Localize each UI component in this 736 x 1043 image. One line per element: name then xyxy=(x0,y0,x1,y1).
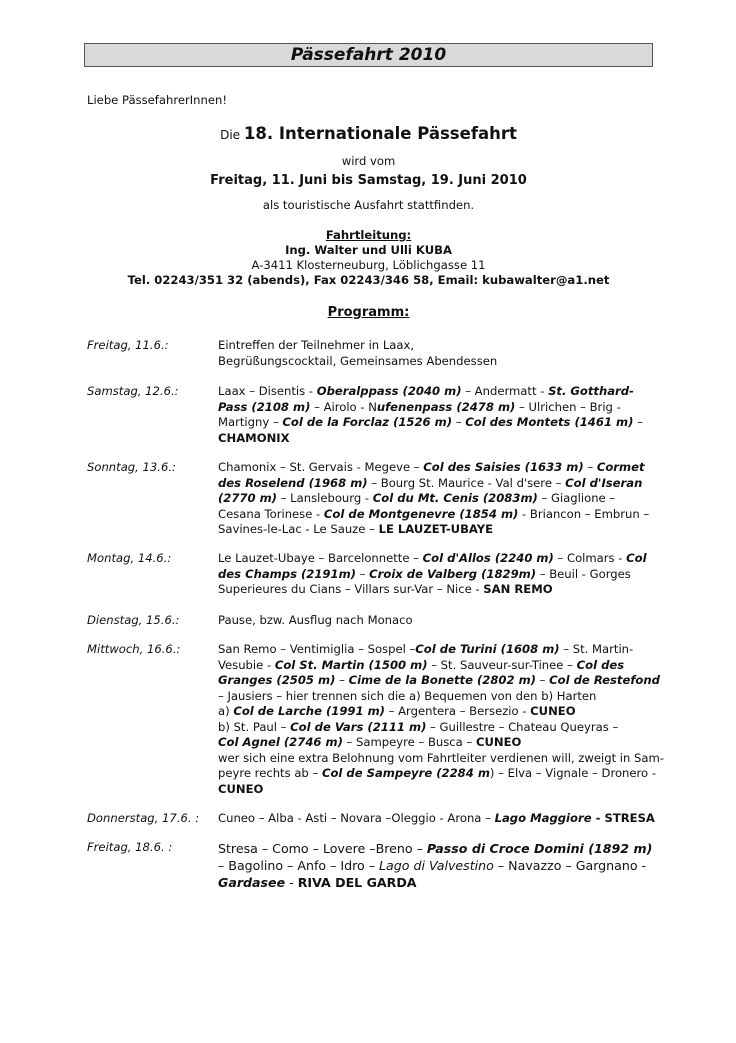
route-text: – Andermatt - xyxy=(461,384,549,398)
route-text: – Giaglione – xyxy=(537,491,616,505)
pass-name: Col des xyxy=(576,657,625,672)
pass-name: Col d'Iseran xyxy=(565,475,643,490)
itinerary-line xyxy=(218,840,653,857)
route-text: Stresa – Como – Lovere –Breno – xyxy=(218,841,427,856)
route-text: – xyxy=(355,566,370,581)
pass-name: Oberalppass (2040 m) xyxy=(316,384,462,398)
route-text: – xyxy=(452,415,466,429)
pass-name: Col de Sampeyre (2284 m xyxy=(321,766,490,780)
day-itinerary xyxy=(218,338,648,369)
itinerary-line xyxy=(218,857,648,874)
route-text: – xyxy=(583,460,597,474)
itinerary-line xyxy=(218,689,648,705)
pass-name: Croix de Valberg (1829m) xyxy=(369,566,537,581)
day-itinerary xyxy=(218,613,648,629)
itinerary-line xyxy=(218,750,665,767)
route-text: Begrüßungscocktail, Gemeinsames Abendessen xyxy=(218,353,498,368)
route-text: a) xyxy=(218,704,234,718)
itinerary-line xyxy=(218,811,655,827)
intro-tour: als touristische Ausfahrt stattfinden. xyxy=(262,198,475,212)
route-text: Laax – Disentis - xyxy=(218,384,317,398)
itinerary-line xyxy=(218,658,648,674)
route-text: Chamonix – St. Gervais - Megeve – xyxy=(218,460,424,474)
route-text: San Remo – Ventimiglia – Sospel – xyxy=(218,642,416,656)
programm-heading: Programm: xyxy=(327,305,410,320)
pass-name: Col des Montets (1461 m) xyxy=(465,415,634,429)
pass-name: Col du Mt. Cenis (2083m) xyxy=(372,491,538,505)
intro-wird: wird vom xyxy=(341,154,396,168)
route-text: – xyxy=(633,415,643,429)
itinerary-line xyxy=(218,874,648,891)
greeting: Liebe PässefahrerInnen! xyxy=(87,93,227,107)
route-text: Vesubie - xyxy=(218,657,275,672)
route-text: Cesana Torinese - xyxy=(218,506,324,521)
pass-name: Gardasee xyxy=(218,875,286,890)
itinerary-line xyxy=(218,567,648,583)
route-text: – Colmars - xyxy=(553,551,627,565)
day-itinerary xyxy=(218,460,648,538)
pass-name: Col St. Martin (1500 m) xyxy=(274,657,428,672)
pass-name: des Roselend (1968 m) xyxy=(218,475,368,490)
route-text: Savines-le-Lac - Le Sauze – xyxy=(218,522,379,536)
day-itinerary xyxy=(218,840,653,891)
route-text: – Beuil - Gorges xyxy=(536,566,631,581)
destination: CHAMONIX xyxy=(218,430,290,445)
route-text: – St. Martin- xyxy=(559,642,634,656)
day-itinerary xyxy=(218,811,655,827)
route-text: – Guillestre – Chateau Queyras – xyxy=(426,719,619,734)
day-label: Freitag, 11.6.: xyxy=(87,338,169,352)
pass-name: (2770 m) xyxy=(218,491,277,505)
itinerary-line xyxy=(218,613,648,629)
destination: CUNEO xyxy=(530,704,576,718)
route-text: – Ulrichen – Brig - xyxy=(515,399,621,414)
itinerary-line xyxy=(218,507,648,523)
pass-name: Granges (2505 m) xyxy=(218,673,336,687)
itinerary-line xyxy=(218,720,648,736)
itinerary-line xyxy=(218,782,648,798)
itinerary-line xyxy=(218,415,648,431)
route-text: wer sich eine extra Belohnung vom Fahrtleiter verdienen will, zweigt in Sam- xyxy=(218,750,665,765)
route-text: – Sampeyre – Busca – xyxy=(342,735,476,749)
route-text: - xyxy=(285,875,298,890)
destination: SAN REMO xyxy=(483,582,553,596)
day-itinerary xyxy=(218,642,665,797)
pass-name: Cormet xyxy=(596,460,645,474)
destination: - STRESA xyxy=(591,811,655,825)
pass-name: Col de Vars (2111 m) xyxy=(290,719,427,734)
destination: RIVA DEL GARDA xyxy=(297,875,417,890)
day-itinerary xyxy=(218,384,648,446)
pass-name: Col Agnel (2746 m) xyxy=(218,735,343,749)
page-title: Pässefahrt 2010 xyxy=(84,43,653,67)
route-text: Martigny – xyxy=(218,415,283,429)
pass-name: Col des Saisies (1633 m) xyxy=(423,460,584,474)
route-text: Eintreffen der Teilnehmer in Laax, xyxy=(218,338,415,352)
route-text: - Briancon – Embrun – xyxy=(518,506,650,521)
itinerary-line xyxy=(218,766,657,782)
intro-event-name: 18. Internationale Pässefahrt xyxy=(243,124,517,143)
pass-name: Col de Restefond xyxy=(549,673,660,687)
day-label: Donnerstag, 17.6. : xyxy=(87,811,200,825)
itinerary-line xyxy=(218,354,648,370)
intro-pre: Die xyxy=(220,128,241,142)
pass-name: Pass (2108 m) xyxy=(218,399,311,414)
day-label: Montag, 14.6.: xyxy=(87,551,172,565)
route-text: Le Lauzet-Ubaye – Barcelonnette – xyxy=(218,551,423,565)
itinerary-line xyxy=(218,522,648,538)
pass-name: Passo di Croce Domini (1892 m) xyxy=(426,841,653,856)
itinerary-line xyxy=(218,673,660,689)
pass-name: St. Gotthard- xyxy=(548,384,634,398)
route-text: – Navazzo – Gargnano - xyxy=(493,858,647,873)
pass-name: Col de Montgenevre (1854 m) xyxy=(323,506,519,521)
route-text: – xyxy=(335,673,349,687)
day-label: Mittwoch, 16.6.: xyxy=(87,642,181,656)
destination: CUNEO xyxy=(475,735,522,749)
itinerary-line xyxy=(218,491,648,507)
day-label: Sonntag, 13.6.: xyxy=(87,460,176,474)
route-text: ) – Elva – Vignale – Dronero - xyxy=(489,766,657,780)
destination: LE LAUZET-UBAYE xyxy=(378,522,494,536)
pass-name: Col de Larche (1991 m) xyxy=(233,704,385,718)
event-dates: Freitag, 11. Juni bis Samstag, 19. Juni 2010 xyxy=(210,173,527,188)
pass-name: Lago Maggiore xyxy=(494,811,592,825)
itinerary-line xyxy=(218,460,648,476)
itinerary-line xyxy=(218,400,648,416)
pass-name: des Champs (2191m) xyxy=(218,566,356,581)
itinerary-line xyxy=(218,704,648,720)
route-text: – St. Sauveur-sur-Tinee – xyxy=(427,657,577,672)
day-label: Samstag, 12.6.: xyxy=(87,384,179,398)
itinerary-line xyxy=(218,582,648,598)
route-text: – Jausiers – hier trennen sich die a) Bequemen von den b) Harten xyxy=(218,688,597,703)
pass-name: Col xyxy=(626,551,647,565)
route-text: – Argentera – Bersezio - xyxy=(384,704,531,718)
route-text: b) St. Paul – xyxy=(218,719,291,734)
itinerary-line xyxy=(218,431,648,447)
fahrtleitung-names: Ing. Walter und Ulli KUBA xyxy=(285,243,452,257)
route-text: – xyxy=(535,673,550,687)
route-text: Pause, bzw. Ausflug nach Monaco xyxy=(218,613,413,627)
pass-name: Cime de la Bonette (2802 m) xyxy=(348,673,536,687)
pass-name: Col de Turini (1608 m) xyxy=(415,642,560,656)
route-text: – Bagolino – Anfo – Idro – xyxy=(218,858,380,873)
pass-name: Col de la Forclaz (1526 m) xyxy=(282,415,453,429)
intro-line xyxy=(84,124,653,143)
route-text: – Airolo - N xyxy=(310,399,377,414)
itinerary-line xyxy=(218,338,648,354)
route-text: peyre rechts ab – xyxy=(218,766,322,780)
fahrtleitung-contact: Tel. 02243/351 32 (abends), Fax 02243/346 58, Email: kubawalter@a1.net xyxy=(127,273,610,287)
route-text: – Lanslebourg - xyxy=(276,491,373,505)
day-label: Freitag, 18.6. : xyxy=(87,840,173,854)
itinerary-line xyxy=(218,384,648,400)
route-text: Cuneo – Alba - Asti – Novara –Oleggio - Arona – xyxy=(218,811,495,825)
day-label: Dienstag, 15.6.: xyxy=(87,613,180,627)
itinerary-line xyxy=(218,735,648,751)
route-text-italic: Lago di Valvestino xyxy=(379,858,494,873)
day-itinerary xyxy=(218,551,648,598)
fahrtleitung-address: A-3411 Klosterneuburg, Löblichgasse 11 xyxy=(251,258,486,272)
route-text: – Bourg St. Maurice - Val d'sere – xyxy=(367,475,566,490)
route-text: Superieures du Cians – Villars sur-Var – Nice - xyxy=(218,582,484,596)
pass-name: Col d'Allos (2240 m) xyxy=(422,551,554,565)
pass-name: ufenenpass (2478 m) xyxy=(376,399,516,414)
itinerary-line xyxy=(218,551,648,567)
itinerary-line xyxy=(218,642,648,658)
itinerary-line xyxy=(218,476,648,492)
destination: CUNEO xyxy=(218,781,264,796)
fahrtleitung-heading: Fahrtleitung: xyxy=(325,228,412,242)
